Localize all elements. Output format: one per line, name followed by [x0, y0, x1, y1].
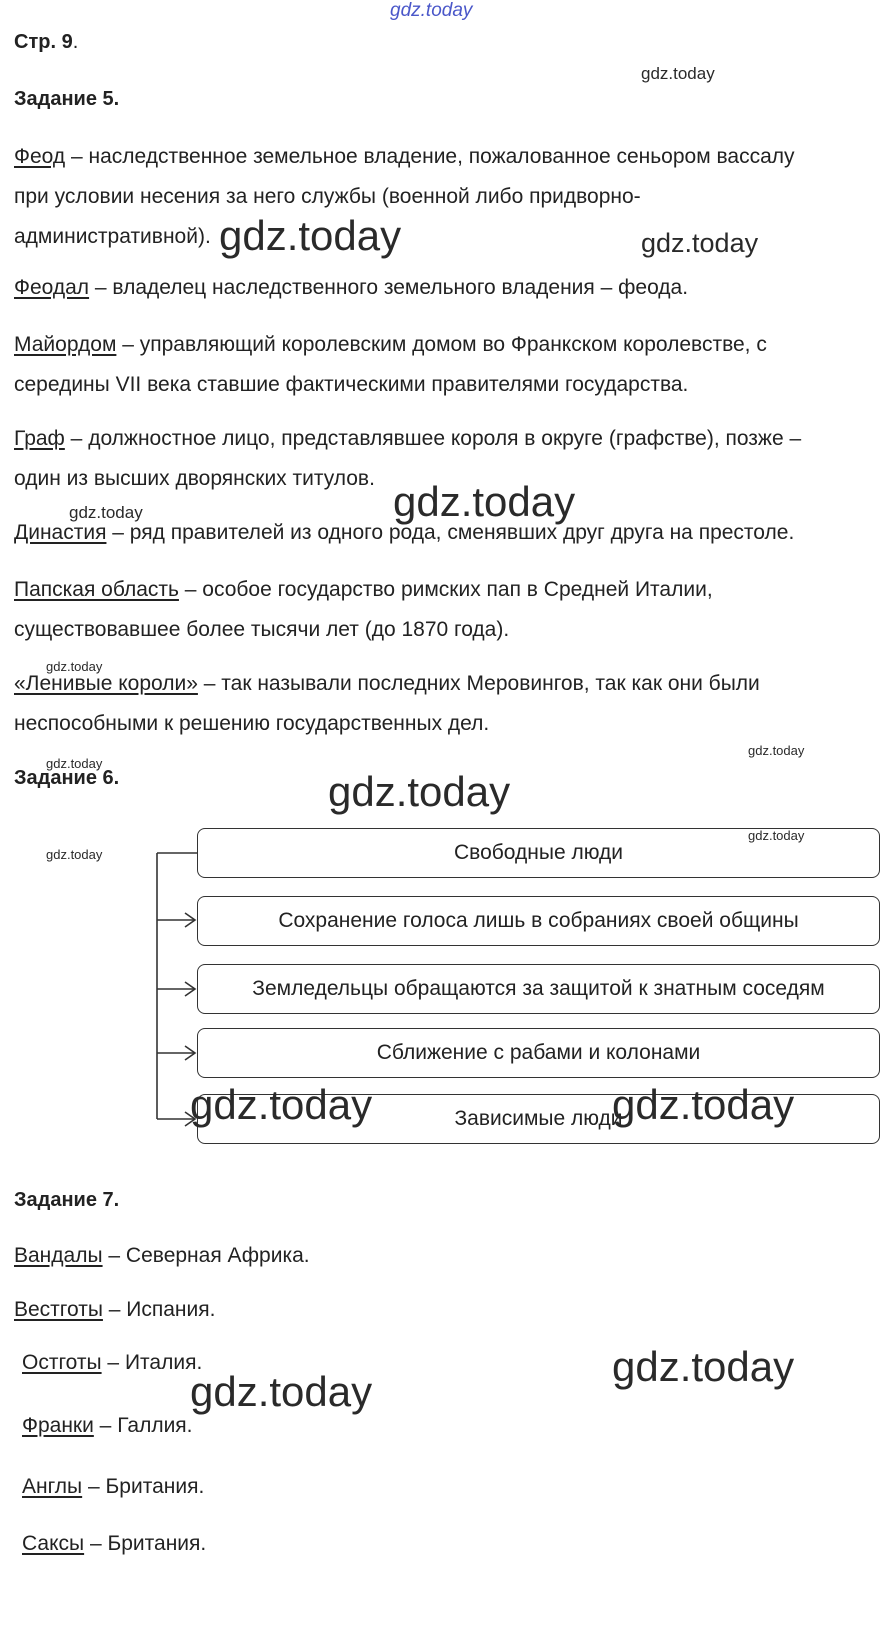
watermark: gdz.today: [641, 228, 759, 258]
tribe-franks: Франки – Галлия.: [22, 1414, 193, 1437]
watermark: gdz.today: [748, 828, 805, 843]
definition-feod: Феод – наследственное земельное владение, пожалованное сеньором вассалу при условии несения за него службы (военной либо придворно- административной).: [14, 145, 795, 248]
watermark: gdz.today: [46, 659, 103, 674]
box-dependent-people: Зависимые люди: [197, 1094, 880, 1144]
term: Феодал: [14, 276, 90, 299]
arrow-head: [185, 1046, 195, 1060]
box-vote-in-community: Сохранение голоса лишь в собраниях своей общины: [197, 896, 880, 946]
arrow-head: [185, 913, 195, 927]
term: Династия: [14, 521, 107, 544]
task6-heading: Задание 6.: [14, 767, 120, 789]
box-farmers-seek-protection: Земледельцы обращаются за защитой к знатным соседям: [197, 964, 880, 1014]
definition-lazy-kings: «Ленивые короли» – так называли последних Меровингов, так как они были неспособными к решению государственных дел.: [14, 672, 760, 735]
watermark: gdz.today: [328, 768, 511, 815]
definition-graf: Граф – должностное лицо, представлявшее короля в округе (графстве), позже – один из высших дворянских титулов.: [14, 427, 802, 490]
watermark: gdz.today: [46, 756, 103, 771]
watermark-top: gdz.today: [390, 0, 473, 21]
task5-heading: Задание 5.: [14, 88, 120, 110]
page-label: Стр. 9.: [14, 31, 79, 53]
watermark: gdz.today: [748, 743, 805, 758]
watermark: gdz.today: [393, 478, 576, 525]
term: Папская область: [14, 578, 179, 601]
definition-mayordom: Майордом – управляющий королевским домом во Франкском королевстве, с середины VII века ставшие фактическими правителями государства.: [14, 333, 767, 396]
term: Остготы: [22, 1351, 102, 1374]
term: Граф: [14, 427, 65, 450]
tribe-vandals: Вандалы – Северная Африка.: [14, 1244, 310, 1267]
watermark: gdz.today: [190, 1368, 373, 1415]
term: Майордом: [14, 333, 117, 356]
watermark: gdz.today: [641, 64, 715, 83]
box-free-people: Свободные люди: [197, 828, 880, 878]
watermark: gdz.today: [69, 503, 143, 522]
box-rapprochement-slaves: Сближение с рабами и колонами: [197, 1028, 880, 1078]
term: Франки: [22, 1414, 94, 1437]
watermark: gdz.today: [190, 1081, 373, 1128]
tribe-angles: Англы – Британия.: [22, 1475, 205, 1498]
tribe-ostrogoths: Остготы – Италия.: [22, 1351, 203, 1374]
term: «Ленивые короли»: [14, 672, 198, 695]
watermark: gdz.today: [46, 847, 103, 862]
task7-heading: Задание 7.: [14, 1189, 120, 1211]
tribe-visigoths: Вестготы – Испания.: [14, 1298, 216, 1321]
tribe-saxons: Саксы – Британия.: [22, 1532, 207, 1555]
term: Феод: [14, 145, 66, 168]
definition-feodal: Феодал – владелец наследственного земельного владения – феода.: [14, 276, 689, 299]
arrow-head: [185, 982, 195, 996]
term: Вандалы: [14, 1244, 103, 1267]
term: Саксы: [22, 1532, 85, 1555]
term: Англы: [22, 1475, 83, 1498]
watermark: gdz.today: [612, 1081, 795, 1128]
watermark: gdz.today: [219, 212, 402, 259]
watermark: gdz.today: [612, 1343, 795, 1390]
term: Вестготы: [14, 1298, 103, 1321]
definition-dynasty: Династия – ряд правителей из одного рода, сменявших друг друга на престоле.: [14, 521, 795, 544]
definition-papal-state: Папская область – особое государство римских пап в Средней Италии, существовавшее более тысячи лет (до 1870 года).: [14, 578, 713, 641]
